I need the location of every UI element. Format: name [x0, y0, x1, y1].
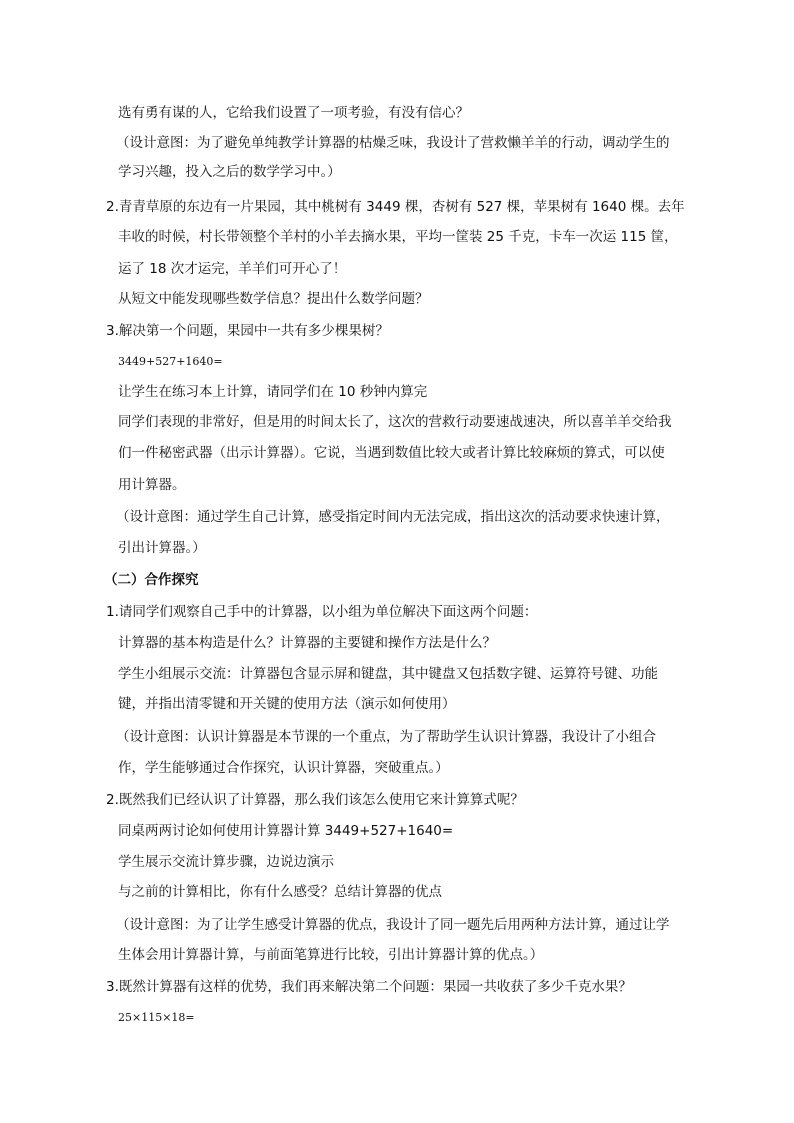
- numbered-item-3: 3.既然计算器有这样的优势，我们再来解决第二个问题：果园一共收获了多少千克水果？: [106, 979, 632, 995]
- text-line: 用计算器。: [118, 477, 186, 493]
- numbered-item-2: 2.青青草原的东边有一片果园，其中桃树有 3449 棵，杏树有 527 棵，苹果树有 1640 棵。去年: [106, 199, 685, 215]
- text-line: 计算器的基本构造是什么？计算器的主要键和操作方法是什么？: [118, 635, 496, 651]
- text-line: 们一件秘密武器（出示计算器）。它说，当遇到数值比较大或者计算比较麻烦的算式，可以使: [118, 445, 665, 461]
- design-intent-line: （设计意图：为了避免单纯教学计算器的枯燥乏味，我设计了营救懒羊羊的行动，调动学生的: [116, 135, 670, 151]
- text-line: 丰收的时候，村长带领整个羊村的小羊去摘水果，平均一筐装 25 千克，卡车一次运 115 筐，: [118, 229, 678, 245]
- design-intent-line: 生体会用计算器计算，与前面笔算进行比较，引出计算器计算的优点。）: [118, 947, 544, 963]
- text-line: 学生小组展示交流：计算器包含显示屏和键盘，其中键盘又包括数字键、运算符号键、功能: [118, 666, 658, 682]
- text-line: 与之前的计算相比，你有什么感受？总结计算器的优点: [118, 884, 442, 900]
- text-line: 让学生在练习本上计算，请同学们在 10 秒钟内算完: [118, 384, 428, 400]
- section-heading: （二）合作探究: [104, 572, 199, 588]
- design-intent-line: 学习兴趣，投入之后的数学学习中。）: [118, 164, 341, 180]
- equation: 25×115×18=: [118, 1011, 195, 1024]
- text-line: 同桌两两讨论如何使用计算器计算 3449+527+1640=: [118, 823, 454, 839]
- text-line: 选有勇有谋的人，它给我们设置了一项考验，有没有信心？: [118, 105, 469, 121]
- numbered-item-1: 1.请同学们观察自己手中的计算器，以小组为单位解决下面这两个问题：: [106, 604, 538, 620]
- text-line: 运了 18 次才运完，羊羊们可开心了！: [118, 261, 347, 277]
- text-line: 同学们表现的非常好，但是用的时间太长了，这次的营救行动要速战速决，所以喜羊羊交给我: [118, 414, 672, 430]
- numbered-item-2: 2.既然我们已经认识了计算器，那么我们该怎么使用它来计算算式呢？: [106, 792, 524, 808]
- design-intent-line: （设计意图：认识计算器是本节课的一个重点，为了帮助学生认识计算器，我设计了小组合: [116, 729, 656, 745]
- design-intent-line: （设计意图：为了让学生感受计算器的优点，我设计了同一题先后用两种方法计算，通过让学: [116, 917, 670, 933]
- equation: 3449+527+1640=: [118, 355, 223, 368]
- text-line: 键，并指出清零键和开关键的使用方法（演示如何使用）: [118, 696, 456, 712]
- design-intent-line: 作，学生能够通过合作探究，认识计算器，突破重点。）: [118, 760, 449, 776]
- text-line: 从短文中能发现哪些数学信息？提出什么数学问题？: [118, 291, 429, 307]
- text-line: 学生展示交流计算步骤，边说边演示: [118, 854, 334, 870]
- design-intent-line: 引出计算器。）: [118, 540, 206, 556]
- numbered-item-3: 3.解决第一个问题，果园中一共有多少棵果树？: [106, 323, 389, 339]
- design-intent-line: （设计意图：通过学生自己计算，感受指定时间内无法完成，指出这次的活动要求快速计算，: [116, 509, 670, 525]
